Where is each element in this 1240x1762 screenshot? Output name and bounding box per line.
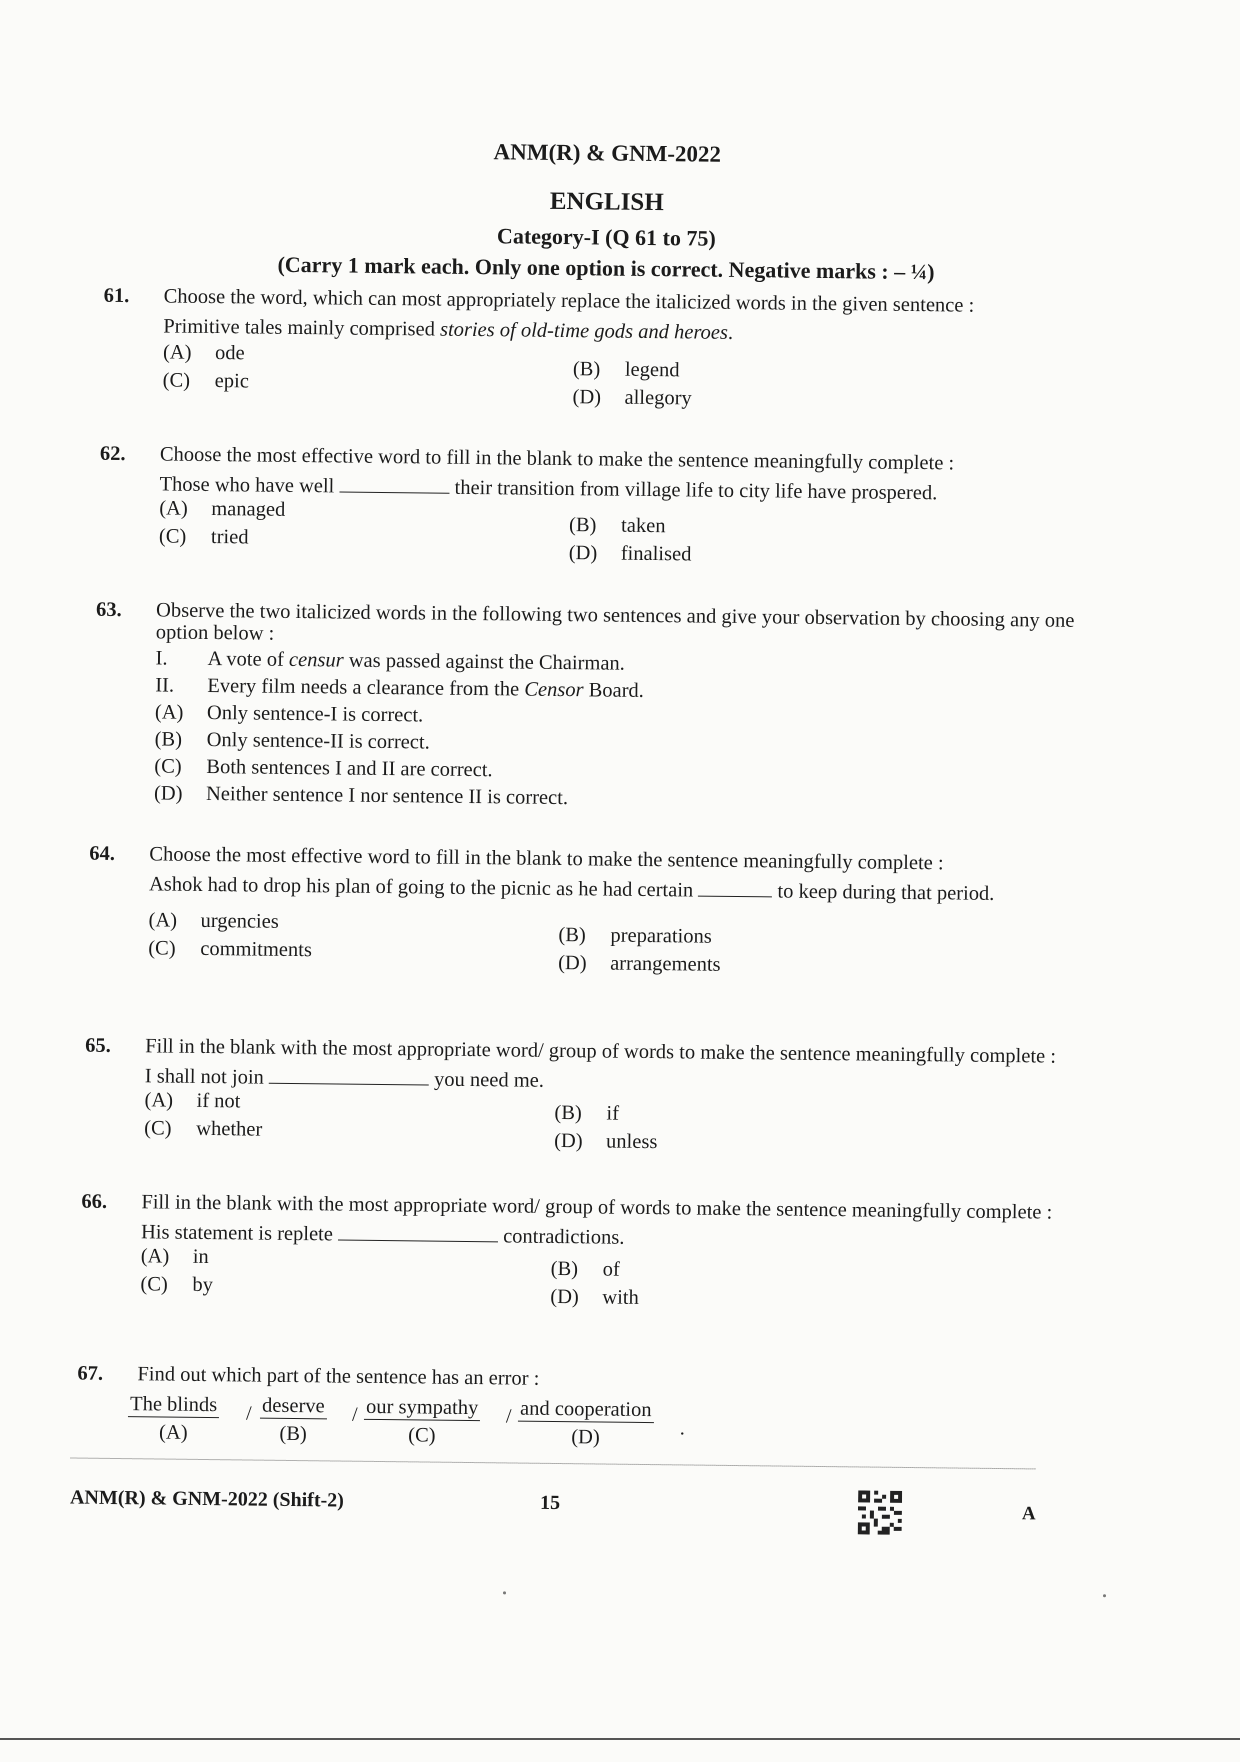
option-a[interactable]: (A) in	[140, 1245, 209, 1269]
sentence-parts	[128, 1393, 829, 1461]
option-d[interactable]: (D) finalised	[568, 542, 692, 566]
options	[148, 909, 1074, 979]
option-c[interactable]: (C) commitments	[148, 937, 313, 962]
question-62	[99, 443, 1085, 568]
fill-blank	[269, 1067, 429, 1086]
part-c[interactable]: our sympathy (C)	[364, 1396, 481, 1448]
page-number: 15	[539, 1491, 561, 1515]
question-text: Observe the two italicized words in the following two sentences and give your observation by choosing any one option below :	[155, 599, 1075, 645]
question-text: Fill in the blank with the most appropriate word/ group of words to make the sentence meaningfully complete :	[141, 1191, 1053, 1224]
option-a[interactable]: (A) Only sentence-I is correct.	[154, 701, 424, 727]
question-sentence: His statement is replete contradictions.	[140, 1221, 625, 1249]
option-b[interactable]: (B) preparations	[558, 923, 712, 948]
question-65	[84, 1035, 1070, 1160]
italic-word: Censor	[524, 678, 584, 702]
italic-word: censur	[288, 648, 344, 672]
option-c[interactable]: (C) tried	[158, 525, 249, 549]
option-b[interactable]: (B) taken	[568, 514, 666, 538]
question-number: 65.	[85, 1034, 111, 1057]
subject-title: ENGLISH	[549, 187, 664, 217]
question-sentence: Ashok had to drop his plan of going to the picnic as he had certain to keep during that period.	[148, 873, 995, 905]
option-b[interactable]: (B) if	[554, 1101, 620, 1125]
option-c[interactable]: (C) whether	[144, 1117, 263, 1141]
question-number: 62.	[99, 442, 126, 466]
options	[159, 497, 1085, 567]
options	[140, 1245, 1066, 1315]
option-b[interactable]: (B) of	[550, 1257, 620, 1281]
part-d[interactable]: and cooperation (D)	[518, 1398, 654, 1451]
option-a[interactable]: (A) urgencies	[148, 909, 279, 933]
exam-title: ANM(R) & GNM-2022	[493, 139, 722, 167]
footer-exam-code: ANM(R) & GNM-2022 (Shift-2)	[69, 1486, 344, 1512]
statement-i: I. A vote of censur was passed against the Chairman.	[155, 647, 625, 675]
question-number: 66.	[81, 1190, 108, 1213]
option-c[interactable]: (C) epic	[162, 369, 250, 393]
fill-blank	[339, 475, 449, 493]
footer-divider	[70, 1457, 1035, 1469]
question-number: 61.	[103, 284, 130, 308]
statement-list	[154, 647, 1081, 819]
fill-blank	[338, 1224, 498, 1243]
option-d[interactable]: (D) Neither sentence I nor sentence II is correct.	[153, 782, 569, 810]
part-separator: /	[505, 1405, 512, 1428]
question-66	[80, 1191, 1066, 1316]
question-sentence: Primitive tales mainly comprised stories of old-time gods and heroes.	[163, 315, 734, 344]
set-code: A	[1021, 1503, 1036, 1525]
option-d[interactable]: (D) arrangements	[558, 951, 721, 976]
option-a[interactable]: (A) managed	[159, 497, 286, 521]
option-c[interactable]: (C) Both sentences I and II are correct.	[154, 755, 493, 782]
option-c[interactable]: (C) by	[140, 1273, 214, 1297]
question-text: Fill in the blank with the most appropriate word/ group of words to make the sentence meaningfully complete :	[145, 1035, 1057, 1068]
part-a[interactable]: The blinds (A)	[128, 1393, 220, 1445]
part-separator: /	[245, 1402, 252, 1425]
part-separator: /	[351, 1403, 358, 1426]
scan-edge-line	[0, 1738, 1240, 1740]
option-d[interactable]: (D) allegory	[572, 386, 692, 410]
question-text: Choose the word, which can most appropriately replace the italicized words in the given sentence :	[163, 285, 975, 317]
question-text: Choose the most effective word to fill in the blank to make the sentence meaningfully complete :	[159, 443, 955, 475]
question-61	[103, 285, 1089, 410]
end-mark: .	[679, 1417, 686, 1440]
question-sentence: Those who have well their transition from village life to city life have prospered.	[159, 473, 938, 505]
italic-phrase: stories of old-time gods and heroes	[439, 318, 729, 344]
part-b[interactable]: deserve (B)	[260, 1395, 327, 1447]
option-b[interactable]: (B) Only sentence-II is correct.	[154, 728, 430, 754]
question-63	[94, 599, 1081, 820]
question-number: 67.	[77, 1362, 104, 1385]
category-title: Category-I (Q 61 to 75)	[496, 223, 716, 251]
option-a[interactable]: (A) ode	[162, 341, 245, 365]
question-67	[77, 1363, 1062, 1396]
scan-speck	[503, 1591, 506, 1594]
question-text: Find out which part of the sentence has an error :	[137, 1363, 540, 1390]
statement-ii: II. Every film needs a clearance from the Censor Board.	[155, 674, 644, 702]
option-d[interactable]: (D) unless	[554, 1129, 658, 1154]
marking-instructions: (Carry 1 mark each. Only one option is correct. Negative marks : – ¼)	[277, 251, 935, 285]
options	[144, 1089, 1070, 1159]
fill-blank	[698, 880, 772, 898]
question-number: 63.	[96, 598, 122, 622]
question-number: 64.	[89, 842, 116, 865]
option-d[interactable]: (D) with	[550, 1285, 639, 1309]
options	[163, 339, 1089, 409]
question-text: Choose the most effective word to fill in the blank to make the sentence meaningfully complete :	[149, 843, 944, 875]
option-b[interactable]: (B) legend	[572, 358, 680, 382]
qr-code-icon	[858, 1490, 902, 1534]
option-a[interactable]: (A) if not	[144, 1089, 241, 1113]
question-sentence: I shall not join you need me.	[144, 1065, 545, 1092]
scan-speck	[1103, 1594, 1106, 1597]
question-64	[88, 843, 1074, 980]
